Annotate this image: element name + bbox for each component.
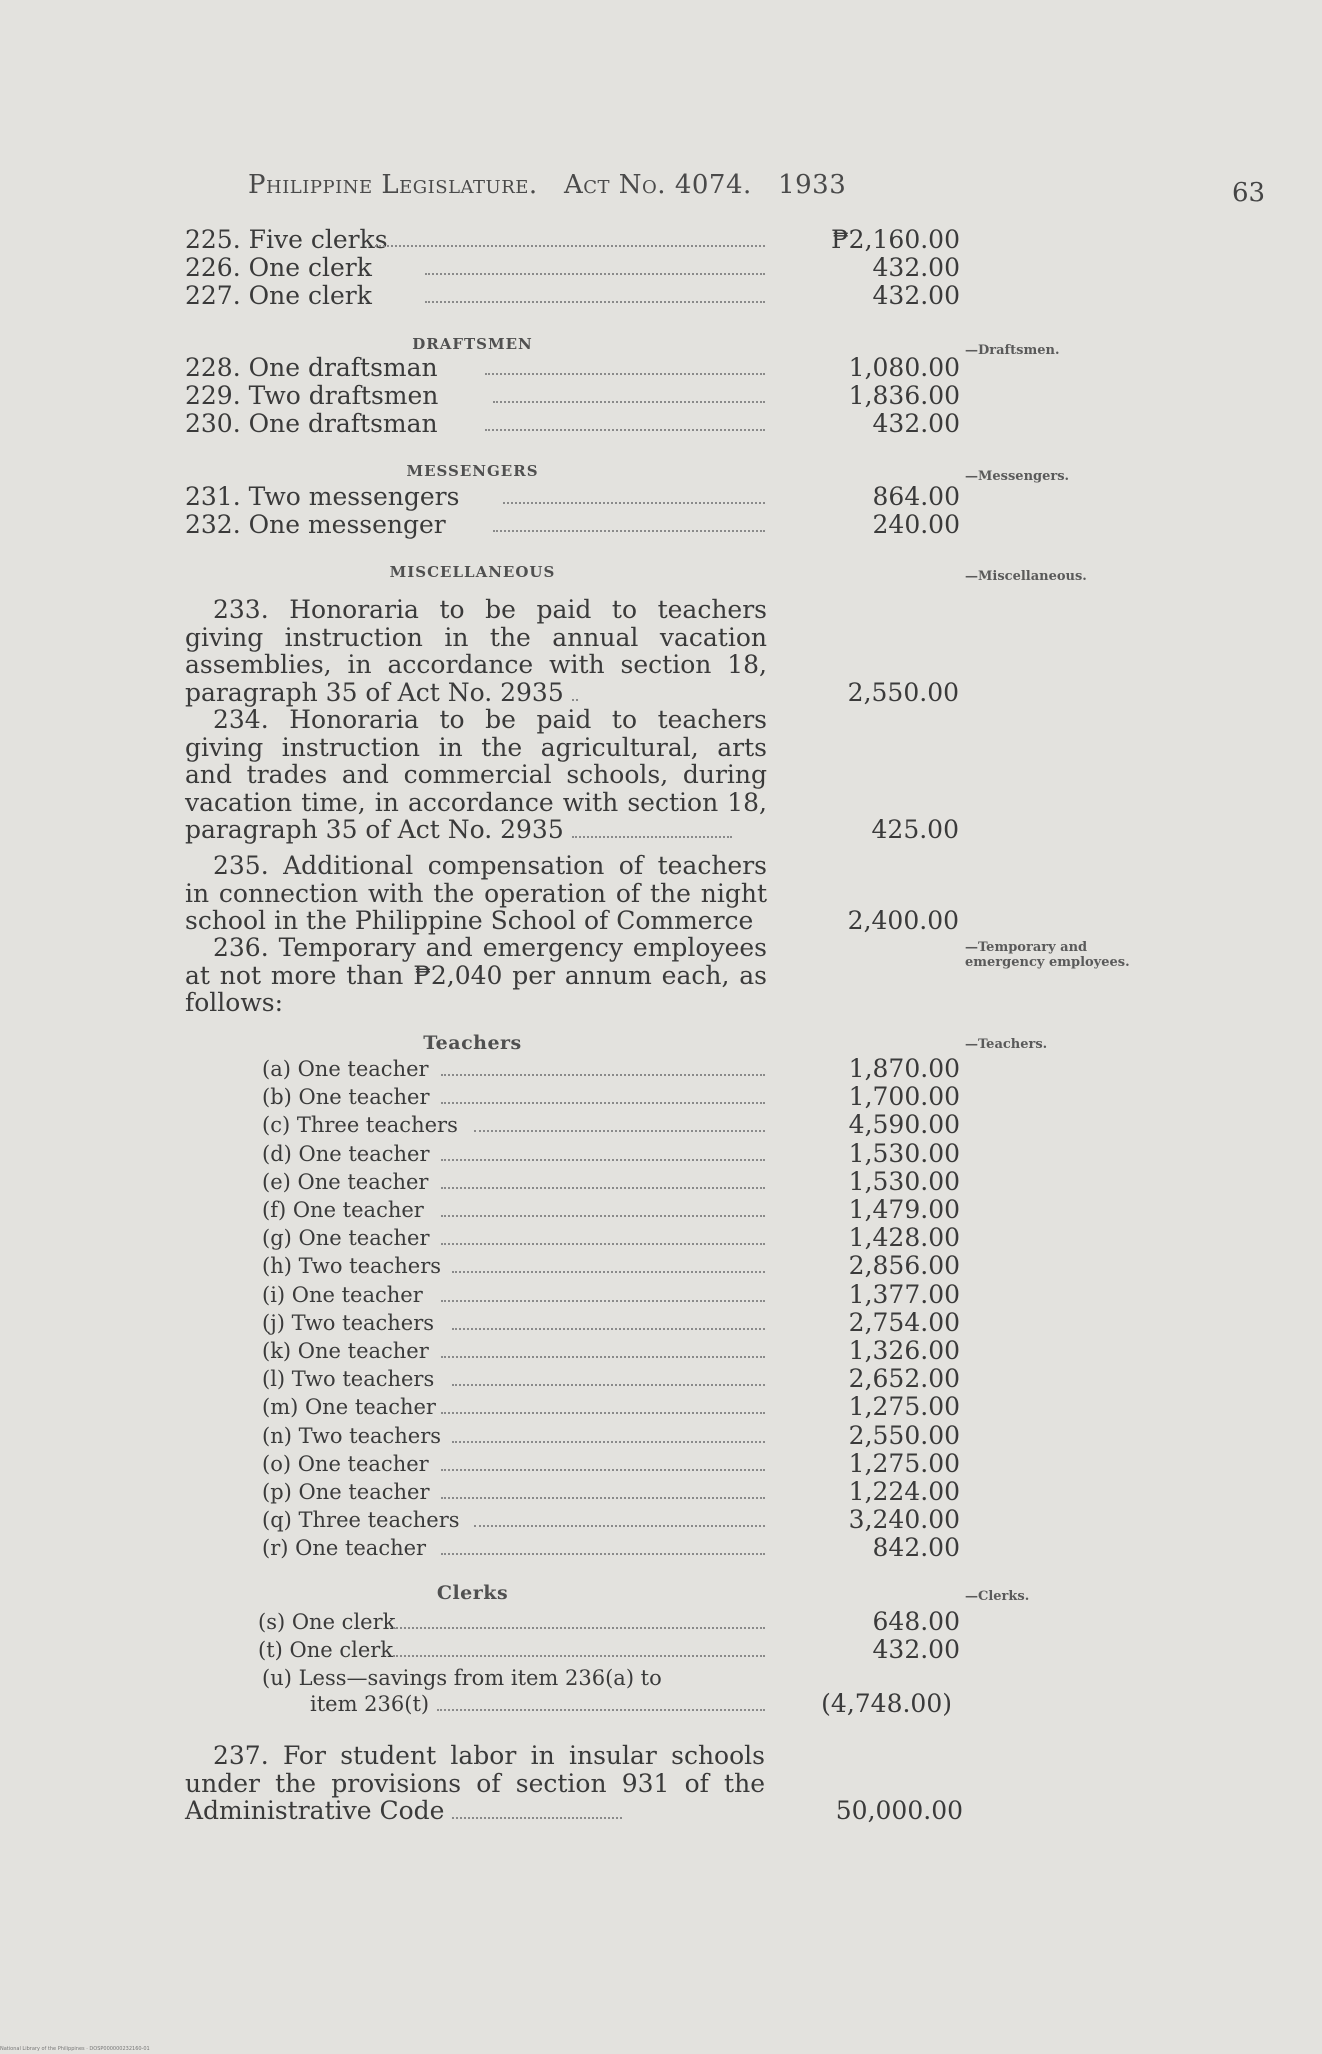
teacher-row — [262, 1168, 960, 1196]
leader-dots — [441, 1215, 765, 1217]
leader-dots — [441, 1356, 765, 1358]
teacher-label: (e) One teacher — [262, 1169, 429, 1194]
teacher-row — [262, 1365, 960, 1393]
leader-dots — [503, 502, 765, 504]
teacher-label: (q) Three teachers — [262, 1508, 460, 1533]
teacher-amount: 2,550.00 — [848, 1420, 960, 1450]
item-234-amount: 425.00 — [871, 815, 959, 844]
teacher-amount: 1,428.00 — [848, 1223, 960, 1253]
item-237-amount: 50,000.00 — [835, 1796, 963, 1825]
item-233-text: 233. Honoraria to be paid to teachers giving instruction in the annual vacation assemblies, in accordance with section 18, paragraph 35 of Act No. 2935 — [185, 595, 767, 707]
teacher-label: (d) One teacher — [262, 1141, 430, 1166]
clerk-amount: 648.00 — [872, 1607, 960, 1636]
clerk-row — [258, 1636, 960, 1664]
teacher-row — [262, 1196, 960, 1224]
item-label: 226. One clerk — [185, 253, 372, 282]
teacher-label: (f) One teacher — [262, 1198, 424, 1222]
item-236-paragraph — [185, 934, 767, 1017]
leader-dots — [485, 373, 765, 375]
teacher-row — [262, 1281, 960, 1309]
savings-row-2 — [262, 1690, 960, 1718]
leader-dots — [441, 1074, 765, 1076]
item-row — [185, 511, 960, 539]
margin-note-draftsmen: —Draftsmen. — [965, 343, 1060, 358]
leader-dots — [425, 301, 765, 303]
margin-note-messengers: —Messengers. — [965, 469, 1070, 484]
running-head-act: Act No. 4074. — [563, 170, 752, 200]
teacher-label: (p) One teacher — [262, 1480, 430, 1504]
item-row — [185, 254, 960, 282]
item-row — [185, 226, 960, 254]
teacher-row — [262, 1083, 960, 1111]
leader-dots — [437, 1709, 765, 1711]
savings-label-1: (u) Less—savings from item 236(a) to — [262, 1666, 662, 1690]
item-amount: 1,836.00 — [848, 381, 960, 410]
item-233-paragraph — [185, 595, 959, 707]
item-label: 227. One clerk — [185, 281, 372, 310]
item-amount: 1,080.00 — [848, 353, 960, 382]
clerk-label: (t) One clerk — [258, 1638, 394, 1662]
savings-label-2: item 236(t) — [310, 1692, 430, 1716]
section-heading-teachers: Teachers — [423, 1032, 522, 1054]
leader-dots — [452, 1328, 765, 1330]
item-row — [185, 483, 960, 511]
teacher-amount: 1,224.00 — [848, 1477, 960, 1506]
leader-dots — [375, 245, 765, 247]
item-236-text: 236. Temporary and emergency employees at not more than ₱2,040 per annum each, as follows: — [185, 933, 767, 1017]
item-label: 230. One draftsman — [185, 409, 438, 438]
teacher-row — [262, 1111, 960, 1139]
leader-dots — [452, 1384, 765, 1386]
teacher-amount: 1,530.00 — [848, 1138, 960, 1168]
section-heading-draftsmen: DRAFTSMEN — [412, 335, 533, 353]
leader-dots — [441, 1469, 765, 1471]
teacher-amount: 2,856.00 — [848, 1251, 960, 1281]
leader-dots — [452, 1271, 765, 1273]
teacher-label: (b) One teacher — [262, 1085, 430, 1110]
leader-dots — [441, 1187, 765, 1189]
teacher-amount: 2,652.00 — [848, 1364, 960, 1394]
teacher-amount: 4,590.00 — [848, 1110, 960, 1140]
teacher-label: (l) Two teachers — [262, 1367, 435, 1392]
teacher-amount: 1,870.00 — [848, 1054, 960, 1083]
item-235-text: 235. Additional compensation of teachers in connection with the operation of the night school in the Philippine School of Commerce — [185, 851, 767, 935]
teacher-amount: 1,700.00 — [848, 1082, 960, 1112]
item-amount: 864.00 — [872, 482, 960, 511]
leader-dots — [393, 1655, 765, 1657]
item-amount: ₱2,160.00 — [831, 225, 960, 254]
section-heading-miscellaneous: MISCELLANEOUS — [389, 563, 556, 581]
leader-dots — [393, 1627, 765, 1629]
item-label: 231. Two messengers — [185, 482, 460, 511]
item-label: 228. One draftsman — [185, 353, 438, 382]
margin-note-clerks: —Clerks. — [965, 1589, 1030, 1604]
leader-dots — [441, 1300, 765, 1302]
teacher-label: (r) One teacher — [262, 1536, 427, 1561]
margin-note-temporary: —Temporary and emergency employees. — [965, 940, 1130, 970]
teacher-row — [262, 1450, 960, 1478]
teacher-amount: 3,240.00 — [848, 1505, 960, 1535]
leader-dots — [572, 830, 732, 838]
teacher-label: (g) One teacher — [262, 1226, 430, 1251]
margin-note-miscellaneous: —Miscellaneous. — [965, 569, 1087, 584]
teacher-row — [262, 1534, 960, 1562]
leader-dots — [493, 401, 765, 403]
scan-credit: National Library of the Philippines · DOSP000000232160-01 — [0, 2046, 150, 2052]
teacher-row — [262, 1140, 960, 1168]
teacher-row — [262, 1506, 960, 1534]
clerk-amount: 432.00 — [872, 1635, 960, 1664]
page-number: 63 — [1232, 178, 1266, 208]
teacher-label: (h) Two teachers — [262, 1254, 442, 1279]
clerk-label: (s) One clerk — [258, 1610, 396, 1634]
leader-dots — [441, 1243, 765, 1245]
item-row — [185, 410, 960, 438]
item-amount: 432.00 — [872, 281, 960, 310]
teacher-amount: 842.00 — [872, 1533, 960, 1563]
leader-dots — [493, 530, 765, 532]
running-head-legislature: Philippine Legislature. — [248, 170, 538, 200]
leader-dots — [441, 1102, 765, 1104]
teacher-label: (k) One teacher — [262, 1339, 429, 1363]
leader-dots — [441, 1497, 765, 1499]
teacher-row — [262, 1309, 960, 1337]
item-235-paragraph — [185, 851, 959, 935]
leader-dots — [441, 1412, 765, 1414]
section-heading-messengers: MESSENGERS — [406, 462, 539, 480]
item-233-amount: 2,550.00 — [847, 677, 959, 707]
teacher-label: (c) Three teachers — [262, 1113, 458, 1138]
leader-dots — [425, 273, 765, 275]
teacher-label: (n) Two teachers — [262, 1423, 442, 1448]
item-237-paragraph — [185, 1741, 963, 1825]
teacher-row — [262, 1478, 960, 1506]
leader-dots — [441, 1553, 765, 1555]
clerk-row — [258, 1608, 960, 1636]
item-234-text: 234. Honoraria to be paid to teachers giving instruction in the agricultural, arts and trades and commercial schools, during vacation time, in accordance with section 18, paragraph 35 of Act No. 2935 — [185, 705, 767, 844]
item-label: 225. Five clerks — [185, 225, 388, 254]
teacher-label: (i) One teacher — [262, 1282, 423, 1307]
teacher-row — [262, 1224, 960, 1252]
leader-dots — [441, 1159, 765, 1161]
item-row — [185, 382, 960, 410]
teacher-amount: 1,479.00 — [848, 1195, 960, 1224]
item-234-paragraph — [185, 705, 959, 844]
leader-dots — [452, 1441, 765, 1443]
teacher-row — [262, 1393, 960, 1421]
teacher-label: (m) One teacher — [262, 1395, 436, 1420]
teacher-amount: 1,530.00 — [848, 1166, 960, 1196]
item-amount: 432.00 — [872, 409, 960, 438]
item-label: 232. One messenger — [185, 510, 446, 539]
item-row — [185, 354, 960, 382]
leader-dots — [474, 1130, 765, 1132]
leader-dots — [452, 1811, 622, 1819]
teacher-amount: 1,377.00 — [848, 1279, 960, 1309]
item-235-amount: 2,400.00 — [847, 906, 959, 935]
leader-dots — [572, 693, 578, 701]
item-label: 229. Two draftsmen — [185, 381, 439, 410]
teacher-row — [262, 1055, 960, 1083]
item-237-text: 237. For student labor in insular schools under the provisions of section 931 of the Administrative Code — [185, 1741, 765, 1825]
teacher-row — [262, 1422, 960, 1450]
section-heading-clerks: Clerks — [436, 1582, 509, 1604]
teacher-label: (a) One teacher — [262, 1057, 429, 1081]
savings-amount: (4,748.00) — [821, 1689, 952, 1718]
running-head-year: 1933 — [778, 170, 847, 200]
teacher-amount: 1,275.00 — [848, 1448, 960, 1478]
teacher-amount: 1,326.00 — [848, 1336, 960, 1365]
savings-row-1 — [262, 1664, 960, 1692]
leader-dots — [474, 1525, 765, 1527]
item-amount: 432.00 — [872, 253, 960, 282]
teacher-row — [262, 1337, 960, 1365]
margin-note-teachers: —Teachers. — [965, 1037, 1048, 1052]
teacher-amount: 1,275.00 — [848, 1392, 960, 1422]
teacher-row — [262, 1252, 960, 1280]
teacher-label: (o) One teacher — [262, 1451, 429, 1476]
item-row — [185, 282, 960, 310]
running-head — [248, 170, 846, 200]
teacher-label: (j) Two teachers — [262, 1310, 435, 1335]
leader-dots — [485, 429, 765, 431]
teacher-amount: 2,754.00 — [848, 1307, 960, 1337]
item-amount: 240.00 — [872, 510, 960, 539]
